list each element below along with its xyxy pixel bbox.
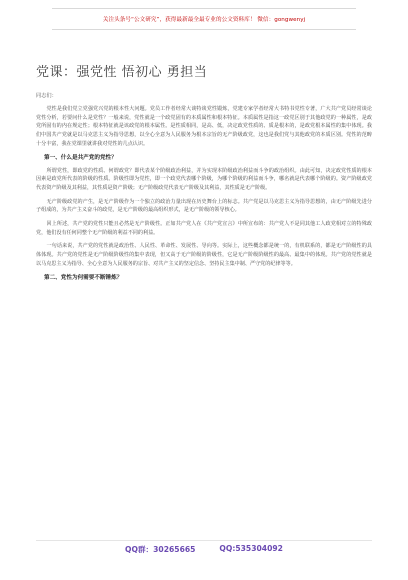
document-body xyxy=(36,92,372,287)
intro-paragraph: 党性是我们党立党强党兴党的根本性大问题。党员工作者经常大谈特谈党性锻炼，党建专家学者经常大书特书党性专著，广大共产党员经常谈论党性分析，若要问什么是党性？一般来说，党性就是一个政党固有的本质属性和根本特征。本质属性是指这一政党区别于其他政党的一种属性，是政党所固有的内在规定性；根本特征就是该政党的根本属性。是性质相同，是高、低，决定政党性质的、质是根本的，是政党根本属性的集中体现。我们中国共产党就是以马克思主义为指导思想，以全心全意为人民服务为根本宗旨的无产阶级政党，这也是我们党与其他政党的本质区别。党性的范畴十分丰富，我在党课里就讲我对党性的几点认识。 xyxy=(36,106,372,147)
paragraph: 所谓党性，即政党的性质、何谓政党？即代表某个阶级政治利益，并为实现本阶级政治利益而斗争的政治组织。由此可知，决定政党性质的根本因素是政党所代表的阶级的性质。阶级性即为党性，即一个政党代表哪个阶级，为哪个阶级的利益而斗争，哪名就是代表哪个阶级的。资产阶级政党代表资产阶级及其利益，其性质是资产阶级；无产阶级政党代表无产阶级及其利益，其性质是无产阶级。 xyxy=(36,167,372,191)
paragraph: 无产阶级政党的产生，是无产阶级作为一个独立的政治力量出现在历史舞台上的标志。共产党是以马克思主义为指导思想的，由无产阶级先进分子组成的，为共产主义奋斗的政党，是无产阶级的最高组织形式，是无产阶级的领导核心。 xyxy=(36,198,372,214)
qq-text: QQ:535304092 xyxy=(219,544,283,553)
paragraph: 一句话来说，共产党的党性就是政治性、人民性、革命性、发展性、导向等。实际上，这些概念都是统一的，有机联系的，都是无产阶级性的具体体现。共产党的党性是无产阶级阶级性的集中表现，但又高于无产阶级的阶级性，它是无产阶级阶级性的最高、最集中的体现。共产党的党性就是以马克思主义为指导、全心全意为人民服务的宗旨、对共产主义的坚定信念、坚持民主集中制、严守党的纪律等等。 xyxy=(36,243,372,267)
section-heading-1: 第一、什么是共产党的党性？ xyxy=(44,154,117,161)
footer xyxy=(0,544,408,555)
banner-text: 关注头条号“公文研究”，获得最新最全最专业的公文资料库！ 微信：gongwenyj xyxy=(102,17,306,23)
page-title: 党课：强党性 悟初心 勇担当 xyxy=(36,65,208,80)
top-banner xyxy=(52,8,356,30)
paragraph: 回上所述，共产党的党性只能且必然是无产阶级性。正如共产党人在《共产党宣言》中所宣布的：共产党人不是同其他工人政党相对立的特殊政党，他们没有任何同整个无产阶级的利益不同的利益。 xyxy=(36,221,372,236)
section-heading-2: 第二、党性为何需要不断锤炼？ xyxy=(44,274,123,281)
greeting: 同志们： xyxy=(36,93,57,99)
footer-divider xyxy=(36,540,372,541)
qq-group-text: QQ群：30265665 xyxy=(125,545,196,554)
